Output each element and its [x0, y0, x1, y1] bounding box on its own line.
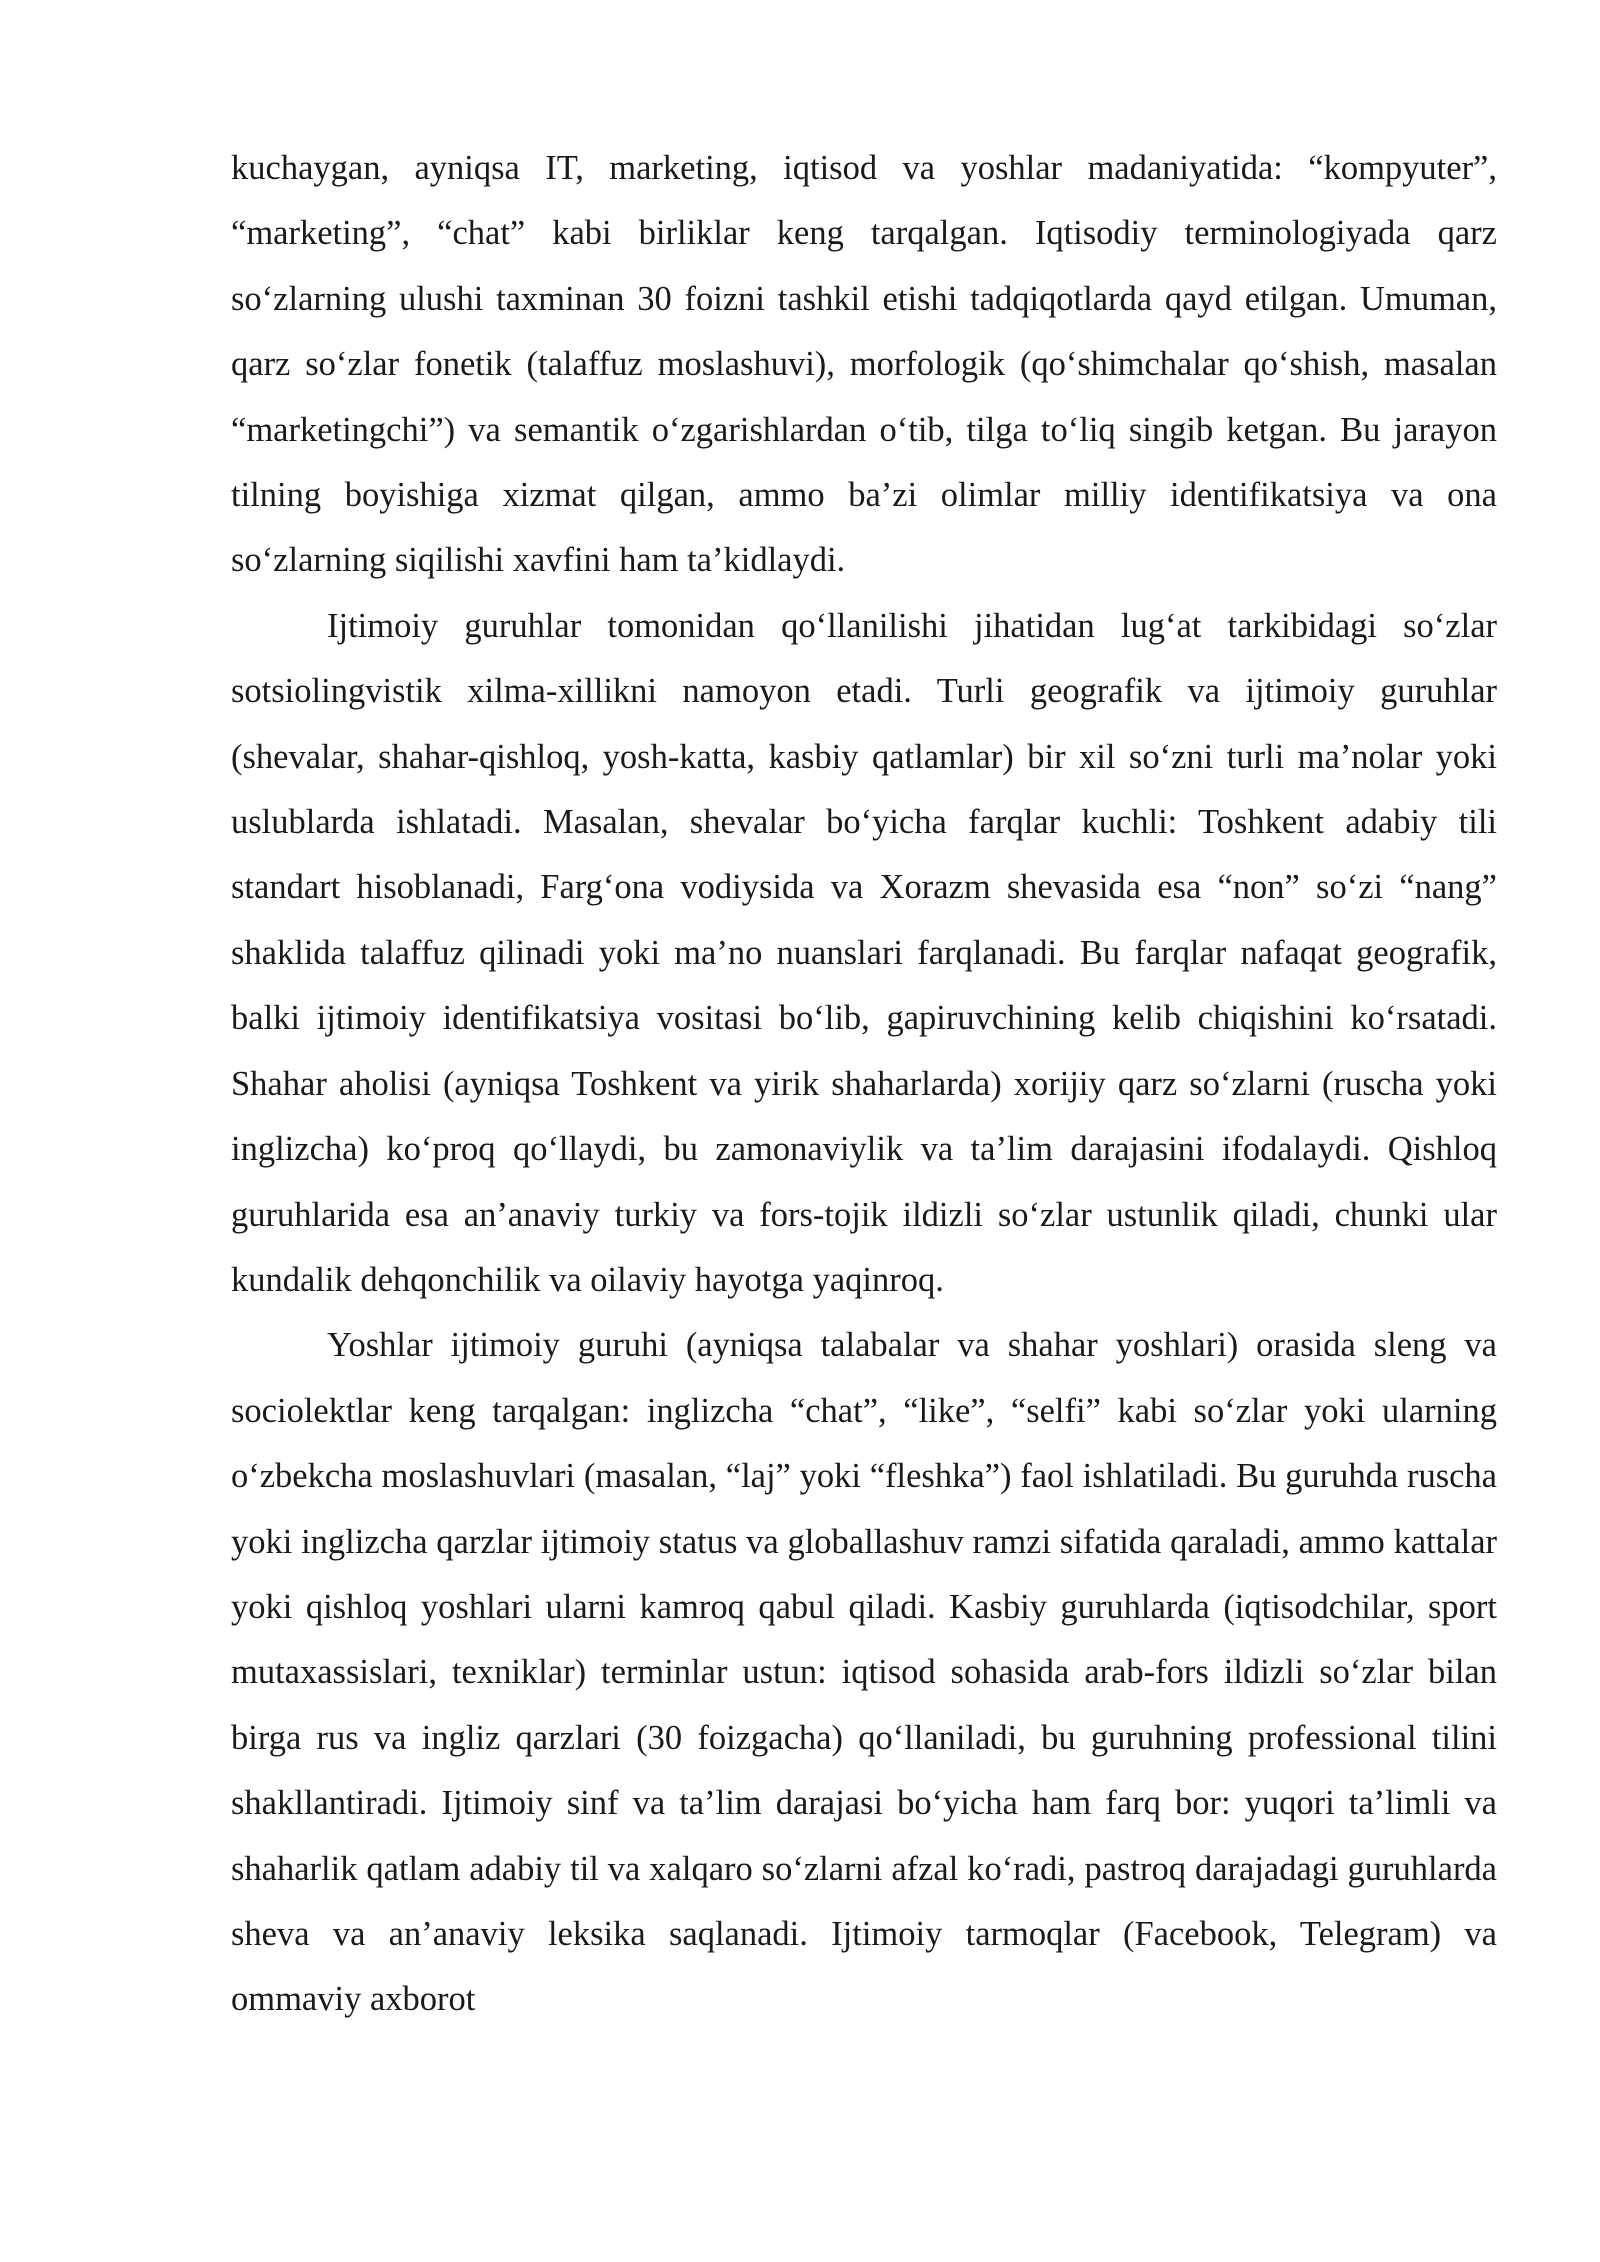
paragraph-youth-groups: Yoshlar ijtimoiy guruhi (ayniqsa talabalar va shahar yoshlari) orasida sleng va sociolektlar keng tarqalgan: inglizcha “chat”, “like”, “selfi” kabi so‘zlar yoki ularning o‘zbekcha moslashuvlari (masalan, “laj” yoki “fleshka”) faol ishlatiladi. Bu guruhda ruscha yoki inglizcha qarzlar ijtimoiy status va globallashuv ramzi sifatida qaraladi, ammo kattalar yoki qishloq yoshlari ularni kamroq qabul qiladi. Kasbiy guruhlarda (iqtisodchilar, sport mutaxassislari, texniklar) terminlar ustun: iqtisod sohasida arab-fors ildizli so‘zlar bilan birga rus va ingliz qarzlari (30 foizgacha) qo‘llaniladi, bu guruhning professional tilini shakllantiradi. Ijtimoiy sinf va ta’lim darajasi bo‘yicha ham farq bor: yuqori ta’limli va shaharlik qatlam adabiy til va xalqaro so‘zlarni afzal ko‘radi, pastroq darajadagi guruhlarda sheva va an’anaviy leksika saqlanadi. Ijtimoiy tarmoqlar (Facebook, Telegram) va ommaviy axborot	[231, 1326, 1497, 2019]
paragraph-social-groups: Ijtimoiy guruhlar tomonidan qo‘llanilishi jihatidan lug‘at tarkibidagi so‘zlar sotsiolingvistik xilma-xillikni namoyon etadi. Turli geografik va ijtimoiy guruhlar (shevalar, shahar-qishloq, yosh-katta, kasbiy qatlamlar) bir xil so‘zni turli ma’nolar yoki uslublarda ishlatadi. Masalan, shevalar bo‘yicha farqlar kuchli: Toshkent adabiy tili standart hisoblanadi, Farg‘ona vodiysida va Xorazm shevasida esa “non” so‘zi “nang” shaklida talaffuz qilinadi yoki ma’no nuanslari farqlanadi. Bu farqlar nafaqat geografik, balki ijtimoiy identifikatsiya vositasi bo‘lib, gapiruvchining kelib chiqishini ko‘rsatadi. Shahar aholisi (ayniqsa Toshkent va yirik shaharlarda) xorijiy qarz so‘zlarni (ruscha yoki inglizcha) ko‘proq qo‘llaydi, bu zamonaviylik va ta’lim darajasini ifodalaydi. Qishloq guruhlarida esa an’anaviy turkiy va fors-tojik ildizli so‘zlar ustunlik qiladi, chunki ular kundalik dehqonchilik va oilaviy hayotga yaqinroq.	[231, 606, 1497, 1299]
body-text	[231, 136, 1497, 2033]
paragraph-continuation: kuchaygan, ayniqsa IT, marketing, iqtisod va yoshlar madaniyatida: “kompyuter”, “marketing”, “chat” kabi birliklar keng tarqalgan. Iqtisodiy terminologiyada qarz so‘zlarning ulushi taxminan 30 foizni tashkil etishi tadqiqotlarda qayd etilgan. Umuman, qarz so‘zlar fonetik (talaffuz moslashuvi), morfologik (qo‘shimchalar qo‘shish, masalan “marketingchi”) va semantik o‘zgarishlardan o‘tib, tilga to‘liq singib ketgan. Bu jarayon tilning boyishiga xizmat qilgan, ammo ba’zi olimlar milliy identifikatsiya va ona so‘zlarning siqilishi xavfini ham ta’kidlaydi.	[231, 149, 1497, 580]
